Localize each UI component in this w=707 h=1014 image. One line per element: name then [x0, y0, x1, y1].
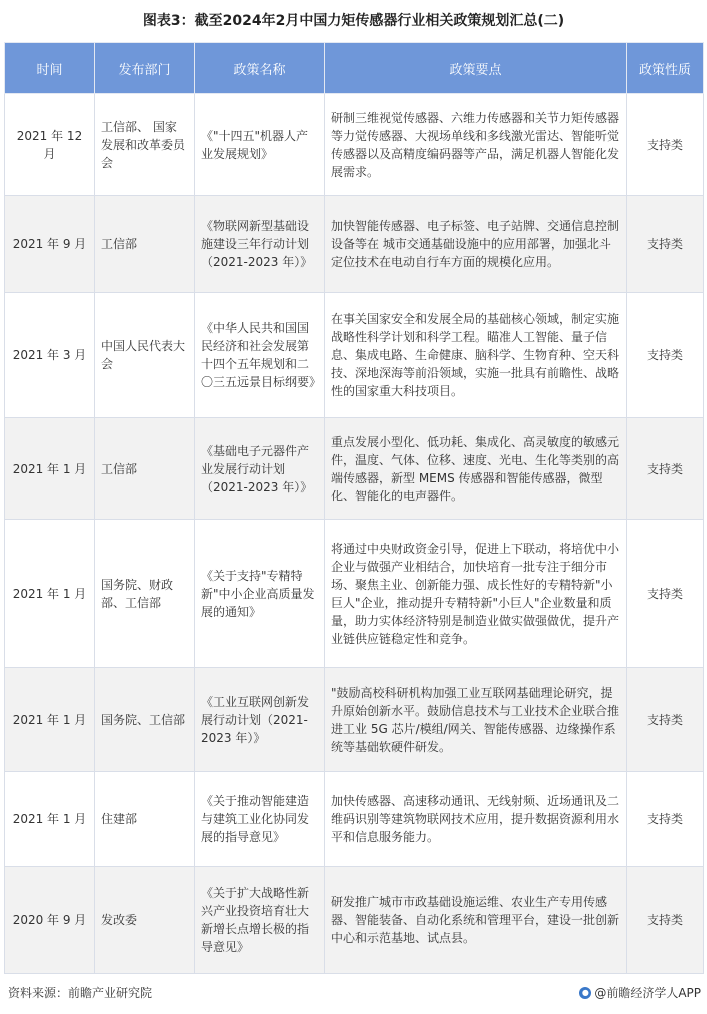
cell-time: 2021 年 1 月 — [5, 668, 95, 772]
cell-policy-nature: 支持类 — [627, 94, 704, 196]
table-row — [5, 867, 704, 974]
page-title: 图表3：截至2024年2月中国力矩传感器行业相关政策规划汇总(二) — [142, 13, 565, 29]
table-row — [5, 772, 704, 867]
header-policy-points: 政策要点 — [325, 43, 627, 94]
cell-policy-name: 《工业互联网创新发展行动计划（2021-2023 年）》 — [195, 668, 325, 772]
table-row — [5, 293, 704, 418]
cell-department: 工信部、 国家发展和改革委员会 — [95, 94, 195, 196]
source-note: 资料来源：前瞻产业研究院 — [8, 986, 153, 1000]
cell-department: 中国人民代表大会 — [95, 293, 195, 418]
cell-department: 工信部 — [95, 196, 195, 293]
header-policy-nature: 政策性质 — [627, 43, 704, 94]
cell-department: 国务院、财政部、工信部 — [95, 520, 195, 668]
cell-time: 2021 年 9 月 — [5, 196, 95, 293]
cell-policy-points: 加快传感器、高速移动通讯、无线射频、近场通讯及二维码识别等建筑物联网技术应用，提升数据资源利用水平和信息服务能力。 — [325, 772, 627, 867]
cell-time: 2020 年 9 月 — [5, 867, 95, 974]
cell-policy-points: 研制三维视觉传感器、六维力传感器和关节力矩传感器等力觉传感器、大视场单线和多线激光雷达、智能听觉传感器以及高精度编码器等产品，满足机器人智能化发展需求。 — [325, 94, 627, 196]
cell-time: 2021 年 12 月 — [5, 94, 95, 196]
cell-policy-nature: 支持类 — [627, 293, 704, 418]
cell-department: 国务院、工信部 — [95, 668, 195, 772]
cell-policy-nature: 支持类 — [627, 668, 704, 772]
cell-department: 工信部 — [95, 418, 195, 520]
cell-policy-nature: 支持类 — [627, 418, 704, 520]
header-policy-name: 政策名称 — [195, 43, 325, 94]
footer — [0, 984, 707, 1006]
table-row — [5, 94, 704, 196]
brand-logo-icon: ● — [579, 987, 591, 999]
cell-policy-nature: 支持类 — [627, 520, 704, 668]
cell-policy-points: 研发推广城市市政基础设施运维、农业生产专用传感器、智能装备、自动化系统和管理平台，建设一批创新中心和示范基地、试点县。 — [325, 867, 627, 974]
table-row — [5, 520, 704, 668]
cell-policy-points: 将通过中央财政资金引导，促进上下联动，将培优中小企业与做强产业相结合，加快培育一批专注于细分市场、聚焦主业、创新能力强、成长性好的专精特新"小巨人"企业，推动提升专精特新"小巨人"企业数量和质量，助力实体经济特别是制造业做实做强做优，提升产业链供应链稳定性和竞争。 — [325, 520, 627, 668]
cell-policy-name: 《物联网新型基础设施建设三年行动计划（2021-2023 年）》 — [195, 196, 325, 293]
cell-time: 2021 年 3 月 — [5, 293, 95, 418]
cell-policy-points: "鼓励高校科研机构加强工业互联网基础理论研究，提升原始创新水平。鼓励信息技术与工业技术企业联合推进工业 5G 芯片/模组/网关、智能传感器、边缘操作系统等基础软硬件研发。 — [325, 668, 627, 772]
cell-policy-nature: 支持类 — [627, 772, 704, 867]
cell-policy-name: 《中华人民共和国国民经济和社会发展第十四个五年规划和二〇三五远景目标纲要》 — [195, 293, 325, 418]
table-row — [5, 196, 704, 293]
cell-policy-name: 《关于扩大战略性新兴产业投资培育壮大新增长点增长极的指导意见》 — [195, 867, 325, 974]
cell-time: 2021 年 1 月 — [5, 772, 95, 867]
policy-table — [4, 42, 704, 974]
cell-policy-name: 《"十四五"机器人产业发展规划》 — [195, 94, 325, 196]
cell-policy-points: 在事关国家安全和发展全局的基础核心领域，制定实施战略性科学计划和科学工程。瞄准人工智能、量子信息、集成电路、生命健康、脑科学、生物育种、空天科技、深地深海等前沿领域，实施一批具有前瞻性、战略性的国家重大科技项目。 — [325, 293, 627, 418]
cell-policy-points: 加快智能传感器、电子标签、电子站牌、交通信息控制设备等在 城市交通基础设施中的应用部署，加强北斗定位技术在电动自行车方面的规模化应用。 — [325, 196, 627, 293]
cell-policy-nature: 支持类 — [627, 196, 704, 293]
cell-department: 住建部 — [95, 772, 195, 867]
header-department: 发布部门 — [95, 43, 195, 94]
table-row — [5, 418, 704, 520]
brand-credit-text: @前瞻经济学人APP — [594, 986, 701, 1000]
cell-policy-points: 重点发展小型化、低功耗、集成化、高灵敏度的敏感元件，温度、气体、位移、速度、光电、生化等类别的高端传感器，新型 MEMS 传感器和智能传感器，微型化、智能化的电声器件。 — [325, 418, 627, 520]
table-row — [5, 668, 704, 772]
cell-policy-name: 《关于推动智能建造与建筑工业化协同发展的指导意见》 — [195, 772, 325, 867]
cell-time: 2021 年 1 月 — [5, 520, 95, 668]
cell-policy-name: 《基础电子元器件产业发展行动计划（2021-2023 年）》 — [195, 418, 325, 520]
cell-time: 2021 年 1 月 — [5, 418, 95, 520]
header-time: 时间 — [5, 43, 95, 94]
cell-policy-name: 《关于支持"专精特新"中小企业高质量发展的通知》 — [195, 520, 325, 668]
cell-department: 发改委 — [95, 867, 195, 974]
cell-policy-nature: 支持类 — [627, 867, 704, 974]
table-header-row — [5, 43, 704, 94]
brand-credit — [579, 984, 701, 1001]
